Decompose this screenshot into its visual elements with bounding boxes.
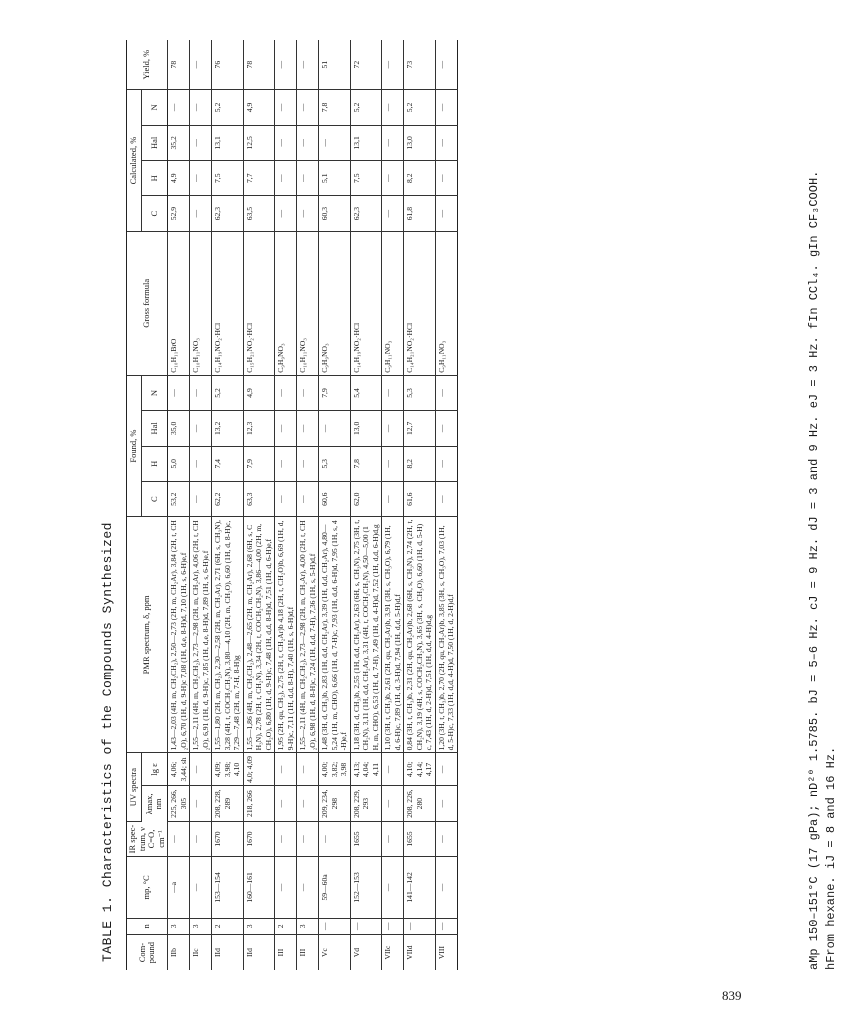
- cell-pmr: 1,95 (2H, qu, CH₂), 2,75 (2H, t, CH₂Ar)b 4,18 (2H, t, CH₂O)b, 6,69 (1H, d, 9-H)c, 7,11 (1H, d,d, 8-H), 7,40 (1H, s, 6-H)d,f: [275, 517, 297, 753]
- cell-uv-lambda: 208, 226, 280: [404, 786, 436, 821]
- cell-pmr: 0,84 (3H, t, CH₃)b, 2,31 (2H, qu, CH₂Ar)b, 2,68 (6H, s, CH₃N), 2,74 (2H, t, CH₂N), 3,19 (4H, s, COCH₂CH₂N), 3,65 (3H, s, CH₃O), 6,60 (1H, d, 5-H)c, 7,43 (1H, d, 2-H)d, 7,51 (1H, d,d, 4-H)d,g: [404, 517, 436, 753]
- cell-uv-lambda: —: [275, 786, 297, 821]
- cell-found-h: 7,8: [350, 446, 382, 481]
- table-row: [190, 40, 212, 970]
- cell-found-n: 7,9: [319, 375, 351, 410]
- cell-yield: 78: [168, 40, 190, 90]
- header-calc-hal: Hal: [141, 125, 167, 160]
- cell-calc-c: —: [435, 196, 457, 231]
- cell-found-c: 63,3: [243, 481, 275, 516]
- characteristics-table: [126, 40, 458, 970]
- cell-uv-lambda: —: [382, 786, 404, 821]
- cell-calc-hal: 35,2: [168, 125, 190, 160]
- cell-n: —: [404, 918, 436, 935]
- cell-formula: C₁₅H₂₁NO₂·HCl: [243, 231, 275, 375]
- cell-found-c: —: [435, 481, 457, 516]
- cell-found-h: —: [275, 446, 297, 481]
- cell-ir: 1670: [212, 821, 244, 856]
- cell-found-h: 5,0: [168, 446, 190, 481]
- table-row: [319, 40, 351, 970]
- cell-found-hal: 35,0: [168, 411, 190, 446]
- cell-calc-h: 8,2: [404, 161, 436, 196]
- cell-found-c: 61,6: [404, 481, 436, 516]
- header-calculated: Calculated, %: [127, 90, 142, 232]
- cell-n: —: [319, 918, 351, 935]
- cell-yield: 78: [243, 40, 275, 90]
- cell-calc-n: 4,9: [243, 90, 275, 125]
- cell-found-c: 53,2: [168, 481, 190, 516]
- cell-mp: 160—161: [243, 857, 275, 918]
- cell-found-h: 5,3: [319, 446, 351, 481]
- cell-calc-n: 7,8: [319, 90, 351, 125]
- cell-calc-c: 52,9: [168, 196, 190, 231]
- cell-uv-loge: 4,10; 4,14; 4,17: [404, 753, 436, 786]
- header-found-hal: Hal: [141, 411, 167, 446]
- cell-n: 2: [275, 918, 297, 935]
- cell-uv-loge: 4,0; 4,09: [243, 753, 275, 786]
- cell-formula: C₁₀H₁₁BrO: [168, 231, 190, 375]
- table-row: [350, 40, 382, 970]
- cell-calc-n: —: [382, 90, 404, 125]
- page-number: 839: [722, 988, 742, 1003]
- table-row: [404, 40, 436, 970]
- cell-mp: —: [275, 857, 297, 918]
- cell-formula: C₉H₉NO₃: [319, 231, 351, 375]
- cell-found-c: —: [382, 481, 404, 516]
- cell-compound: IIc: [191, 948, 200, 957]
- header-found-c: C: [141, 481, 167, 516]
- header-compound: Com-pound: [127, 935, 168, 970]
- cell-compound: Vc: [320, 948, 329, 957]
- cell-compound: IId: [213, 948, 222, 957]
- cell-formula: C₁₄H₁₉NO₂·HCl: [350, 231, 382, 375]
- cell-calc-h: —: [275, 161, 297, 196]
- cell-calc-h: —: [190, 161, 212, 196]
- cell-pmr: 1,10 (3H, t, CH₃)b, 2,61 (2H, qu, CH₂Ar)b, 3,91 (3H, s, CH₃O), 6,79 (1H, d, 6-H)c, 7,89 (1H, d, 3-H)d, 7,94 (1H, d,d, 5-H)d,f: [382, 517, 404, 753]
- header-found-h: H: [141, 446, 167, 481]
- cell-found-h: —: [382, 446, 404, 481]
- cell-yield: —: [190, 40, 212, 90]
- cell-uv-lambda: 225, 266, 305: [168, 786, 190, 821]
- cell-pmr: 1,43—2,03 (4H, m, CH₂CH₂), 2,50—2,73 (2H, m, CH₂Ar), 3,84 (2H, t, CH₂O), 6,70 (1H, d, 9-H)c 7,08 (1H, d,e, 8-H)d, 7,10 (1H, s, 6-H)e,f: [168, 517, 190, 753]
- footnote-line-1: aMp 150–151°C (17 gPa); nD²⁰ 1.5785. bJ = 5–6 Hz. cJ = 9 Hz. dJ = 3 and 9 Hz. eJ = 3 Hz. fIn CCl₄. gIn CF₃COOH.: [807, 170, 821, 970]
- header-ir: IR spec-trum, ν C=O, cm⁻¹: [127, 821, 168, 856]
- cell-uv-loge: —: [382, 753, 404, 786]
- cell-mp: —: [382, 857, 404, 918]
- header-pmr: PMR spectrum, δ, ppm: [127, 517, 168, 753]
- header-yield: Yield, %: [127, 40, 168, 90]
- cell-found-h: 7,9: [243, 446, 275, 481]
- cell-found-n: —: [297, 375, 319, 410]
- header-calc-h: H: [141, 161, 167, 196]
- cell-mp: 59—60a: [319, 857, 351, 918]
- table-caption: TABLE 1. Characteristics of the Compounds Synthesized: [100, 522, 115, 962]
- cell-found-h: —: [297, 446, 319, 481]
- cell-formula: C₉H₉NO₃: [275, 231, 297, 375]
- header-uv: UV spectra: [127, 753, 142, 821]
- cell-uv-loge: —: [435, 753, 457, 786]
- cell-formula: C₁₀H₁₁NO₃: [190, 231, 212, 375]
- cell-pmr: 1,55—1,80 (2H, m, CH₂), 2,30—2,58 (2H, m, CH₂Ar), 2,71 (6H, s, CH₃N), 3,28 (4H, t, COCH₂CH₂N), 3,80—4,10 (2H, m, CH₂O), 6,60 (1H, d, 8-H)c, 7,29—7,48 (2H, m, 7-H, 8-H)g: [212, 517, 244, 753]
- cell-found-c: —: [190, 481, 212, 516]
- cell-compound: III: [276, 948, 285, 957]
- cell-uv-lambda: 208, 228, 289: [212, 786, 244, 821]
- cell-found-hal: —: [382, 411, 404, 446]
- cell-calc-hal: —: [435, 125, 457, 160]
- rotated-page: [100, 30, 860, 970]
- table-row: [435, 40, 457, 970]
- cell-found-n: 5,2: [212, 375, 244, 410]
- cell-mp: —a: [168, 857, 190, 918]
- table-row: [168, 40, 190, 970]
- cell-found-c: —: [275, 481, 297, 516]
- cell-mp: —: [190, 857, 212, 918]
- cell-found-n: —: [275, 375, 297, 410]
- cell-compound: Vd: [351, 947, 361, 958]
- cell-found-h: —: [190, 446, 212, 481]
- cell-calc-hal: —: [382, 125, 404, 160]
- cell-found-hal: —: [275, 411, 297, 446]
- cell-found-hal: 12,3: [243, 411, 275, 446]
- cell-pmr: 1,55—2,11 (4H, m, CH₂CH₂), 2,73—2,98 (2H, m, CH₂Ar), 4,06 (2H, t, CH₂O), 6,91 (1H, d, 9-H)c, 7,85 (1H, d,e, 8-H)d, 7,89 (1H, s, 6-H)e,f: [190, 517, 212, 753]
- cell-uv-lambda: —: [297, 786, 319, 821]
- cell-uv-loge: —: [275, 753, 297, 786]
- cell-calc-c: —: [190, 196, 212, 231]
- cell-found-hal: 12,7: [404, 411, 436, 446]
- cell-found-h: 7,4: [212, 446, 244, 481]
- cell-found-hal: —: [435, 411, 457, 446]
- cell-found-n: 5,4: [350, 375, 382, 410]
- cell-compound: IId: [244, 948, 254, 957]
- cell-calc-hal: 13,1: [212, 125, 244, 160]
- cell-calc-hal: —: [275, 125, 297, 160]
- cell-n: 3: [243, 918, 275, 935]
- header-calc-n: N: [141, 90, 167, 125]
- table-row: [212, 40, 244, 970]
- cell-uv-loge: 4,06; 3,44; sh: [168, 753, 190, 786]
- cell-calc-hal: 13,1: [350, 125, 382, 160]
- cell-found-n: 5,3: [404, 375, 436, 410]
- cell-pmr: 1,55—1,86 (4H, m, CH₂CH₂), 2,48—2,65 (2H, m, CH₂Ar), 2,68 (6H, s, CH₃N), 2,78 (2H, t, CH₂N), 3,34 (2H, t, COCH₂CH₂N), 3,86—4,00 (2H, m, CH₂O), 6,80 (1H, d, 9-H)c, 7,48 (1H, d,d, 8-H)d, 7,51 (1H, d, 6-H)e,f: [243, 517, 275, 753]
- cell-calc-c: —: [297, 196, 319, 231]
- cell-compound: VIId: [405, 945, 414, 960]
- cell-calc-hal: —: [319, 125, 351, 160]
- cell-uv-loge: 4,00; 3,82; 3,98: [319, 753, 351, 786]
- cell-pmr: 1,18 (3H, d, CH₃)b, 2,55 (1H, d,d, CH₂Ar), 2,63 (6H, s, CH₃N), 2,75 (3H, t, CH₂N), 3,11 (1H, d,d, CH₂Ar), 3,31 (4H, t, COCH₂CH₂N), 4,50—5,00 (1H, m, CHO), 6,53 (1H, d, 7-H), 7,49 (1H, d, 4-H)d, 7,52 (1H, d,d, 6-H)d,g: [350, 517, 382, 753]
- header-found: Found, %: [127, 375, 142, 517]
- header-formula: Gross formula: [127, 231, 168, 375]
- cell-uv-lambda: 209, 234, 298: [319, 786, 351, 821]
- cell-calc-n: —: [190, 90, 212, 125]
- cell-found-n: —: [168, 375, 190, 410]
- cell-calc-n: —: [297, 90, 319, 125]
- cell-mp: —: [297, 857, 319, 918]
- cell-compound: III: [298, 948, 307, 957]
- cell-uv-lambda: 218, 266: [243, 786, 275, 821]
- cell-yield: 73: [404, 40, 436, 90]
- cell-mp: 152—153: [350, 857, 382, 918]
- cell-calc-h: 5,1: [319, 161, 351, 196]
- cell-calc-c: —: [275, 196, 297, 231]
- cell-calc-n: —: [435, 90, 457, 125]
- cell-found-c: —: [297, 481, 319, 516]
- cell-formula: C₁₄H₁₉NO₂·HCl: [212, 231, 244, 375]
- table-row: [297, 40, 319, 970]
- cell-n: 3: [168, 918, 190, 935]
- cell-found-hal: 13,2: [212, 411, 244, 446]
- cell-uv-loge: —: [297, 753, 319, 786]
- table-row: [275, 40, 297, 970]
- cell-yield: 76: [212, 40, 244, 90]
- cell-found-hal: —: [319, 411, 351, 446]
- cell-ir: —: [382, 821, 404, 856]
- cell-formula: C₁₄H₂₁NO₂·HCl: [404, 231, 436, 375]
- cell-found-h: 8,2: [404, 446, 436, 481]
- cell-compound: VIII: [436, 946, 446, 960]
- cell-uv-lambda: 208, 229, 293: [350, 786, 382, 821]
- cell-found-hal: 13,0: [350, 411, 382, 446]
- cell-yield: —: [382, 40, 404, 90]
- cell-formula: C₉H₁₁NO₃: [382, 231, 404, 375]
- cell-ir: —: [319, 821, 351, 856]
- cell-calc-n: —: [168, 90, 190, 125]
- cell-yield: 51: [319, 40, 351, 90]
- cell-yield: —: [297, 40, 319, 90]
- cell-calc-hal: 12,5: [243, 125, 275, 160]
- footnote-line-2: hFrom hexane. iJ = 8 and 16 Hz.: [824, 746, 838, 970]
- header-mp: mp, °C: [127, 857, 168, 918]
- cell-calc-h: 7,7: [243, 161, 275, 196]
- cell-calc-c: 60,3: [319, 196, 351, 231]
- header-n: n: [127, 918, 168, 935]
- cell-calc-n: 5,2: [350, 90, 382, 125]
- cell-calc-h: —: [382, 161, 404, 196]
- cell-yield: —: [435, 40, 457, 90]
- table-row: [382, 40, 404, 970]
- cell-pmr: 1,48 (3H, d, CH₃)b, 2,83 (1H, d,d, CH₂Ar), 3,39 (1H, d,d, CH₂Ar), 4,80—5,24 (1H, m, CHO), 6,66 (1H, d, 7-H)c, 7,93 (1H, d,d, 6-H)d, 7,95 (1H, s, 4-H)e,f: [319, 517, 351, 753]
- cell-calc-n: 5,2: [404, 90, 436, 125]
- cell-calc-h: 7,5: [212, 161, 244, 196]
- cell-found-hal: —: [190, 411, 212, 446]
- cell-calc-c: 62,3: [212, 196, 244, 231]
- cell-mp: 153—154: [212, 857, 244, 918]
- cell-calc-n: —: [275, 90, 297, 125]
- cell-uv-loge: —: [190, 753, 212, 786]
- cell-compound: IIb: [169, 948, 178, 957]
- cell-n: 3: [190, 918, 212, 935]
- header-calc-c: C: [141, 196, 167, 231]
- cell-found-n: —: [382, 375, 404, 410]
- cell-yield: 72: [350, 40, 382, 90]
- cell-mp: 141—142: [404, 857, 436, 918]
- cell-formula: C₁₀H₁₁NO₃: [297, 231, 319, 375]
- cell-formula: C₉H₁₁NO₃: [435, 231, 457, 375]
- cell-found-c: 62,0: [350, 481, 382, 516]
- cell-ir: —: [435, 821, 457, 856]
- cell-compound: VIIc: [383, 945, 392, 960]
- cell-ir: —: [168, 821, 190, 856]
- cell-ir: 1655: [404, 821, 436, 856]
- cell-found-n: —: [190, 375, 212, 410]
- cell-ir: —: [275, 821, 297, 856]
- cell-calc-h: 4,9: [168, 161, 190, 196]
- cell-calc-h: 7,5: [350, 161, 382, 196]
- cell-found-n: 4,9: [243, 375, 275, 410]
- header-uv-loge: lg ε: [141, 753, 167, 786]
- cell-ir: 1655: [350, 821, 382, 856]
- cell-uv-loge: 4,09; 3,98; 4,10: [212, 753, 244, 786]
- cell-pmr: 1,20 (3H, t, CH₃)b, 2,70 (2H, qu, CH₂Ar)b, 3,85 (3H, s, CH₃O), 7,03 (1H, d, 5-H)c, 7,33 (1H, d,d, 4-H)d, 7,50 (1H, d, 2-H)d,f: [435, 517, 457, 753]
- table-body: [168, 40, 458, 970]
- cell-calc-n: 5,2: [212, 90, 244, 125]
- cell-calc-c: 63,5: [243, 196, 275, 231]
- cell-calc-hal: —: [190, 125, 212, 160]
- cell-ir: —: [297, 821, 319, 856]
- cell-calc-h: —: [435, 161, 457, 196]
- cell-found-h: —: [435, 446, 457, 481]
- cell-calc-c: 62,3: [350, 196, 382, 231]
- cell-n: —: [350, 918, 382, 935]
- cell-calc-hal: 13,0: [404, 125, 436, 160]
- header-uv-lambda: λmax, nm: [141, 786, 167, 821]
- cell-n: —: [435, 918, 457, 935]
- cell-ir: 1670: [243, 821, 275, 856]
- cell-pmr: 1,55—2,11 (4H, m, CH₂CH₂), 2,73—2,98 (2H, m, CH₂Ar), 4,00 (2H, t, CH₂O), 6,98 (1H, d, 8-H)c, 7,24 (1H, d,d, 7-H), 7,36 (1H, s, 5-H)d,f: [297, 517, 319, 753]
- cell-found-c: 60,6: [319, 481, 351, 516]
- cell-yield: —: [275, 40, 297, 90]
- cell-n: 3: [297, 918, 319, 935]
- cell-found-hal: —: [297, 411, 319, 446]
- cell-uv-loge: 4,13; 4,04; 4,11: [350, 753, 382, 786]
- cell-n: 2: [212, 918, 244, 935]
- cell-calc-c: 61,8: [404, 196, 436, 231]
- cell-uv-lambda: —: [190, 786, 212, 821]
- header-found-n: N: [141, 375, 167, 410]
- cell-mp: —: [435, 857, 457, 918]
- cell-calc-c: —: [382, 196, 404, 231]
- cell-ir: —: [190, 821, 212, 856]
- cell-found-c: 62,2: [212, 481, 244, 516]
- cell-calc-hal: —: [297, 125, 319, 160]
- table-row: [243, 40, 275, 970]
- cell-found-n: —: [435, 375, 457, 410]
- cell-calc-h: —: [297, 161, 319, 196]
- cell-uv-lambda: —: [435, 786, 457, 821]
- cell-n: —: [382, 918, 404, 935]
